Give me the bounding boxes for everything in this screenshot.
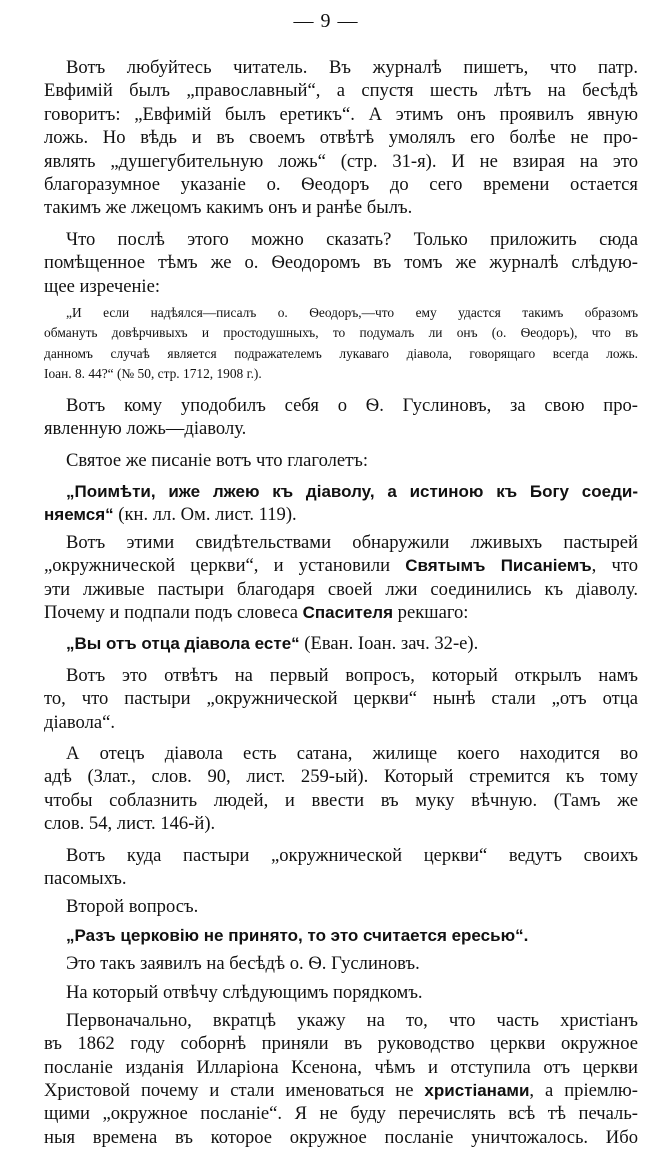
paragraph-14: На который отвѣчу слѣдующимъ порядкомъ. — [66, 981, 423, 1003]
paragraph-12 — [44, 924, 638, 947]
paragraph-10 — [44, 844, 638, 891]
emphasis: Спасителя — [302, 603, 394, 623]
text-line — [44, 601, 638, 624]
text-run: , что — [591, 555, 638, 577]
scripture-quote: няемся“ — [44, 505, 114, 525]
citation: (Еван. Іоан. зач. 32-е). — [299, 633, 479, 655]
paragraph-6 — [44, 531, 638, 625]
text-line: явленную ложь—діаволу. — [44, 418, 247, 440]
text-line: въ 1862 году соборнѣ приняли въ руководство церкви окружное — [44, 1033, 638, 1055]
scripture-quote: „Поимѣти, иже лжею къ діаволу, а истиною къ Богу соеди- — [66, 482, 638, 502]
text-line: А отецъ діавола есть сатана, жилище коего находится во — [66, 742, 638, 764]
section-heading: „Разъ церковію не принято, то это считается ересью“. — [66, 925, 529, 945]
paragraph-1 — [44, 56, 638, 220]
page-number: — 9 — — [293, 10, 359, 32]
text-line: щее изреченіе: — [44, 275, 160, 297]
paragraph-7 — [44, 632, 638, 655]
text-line: Что послѣ этого можно сказать? Только приложить сюда — [66, 228, 638, 250]
paragraph-11: Второй вопросъ. — [66, 896, 199, 918]
citation: (кн. лл. Ом. лист. 119). — [113, 504, 297, 526]
text-line: говоритъ: „Евфимій былъ еретикъ“. А этимъ онъ проявилъ явную — [44, 103, 638, 125]
text-line: діавола“. — [44, 711, 116, 733]
text-run: , а пріемлю- — [529, 1080, 638, 1102]
text-line: являть „душегубительную ложь“ (стр. 31-я). И не взирая на это — [44, 150, 638, 172]
text-line: Вотъ любуйтесь читатель. Въ журналѣ пишетъ, что патр. — [66, 57, 638, 78]
paragraph-15 — [44, 1009, 638, 1149]
paragraph-9 — [44, 742, 638, 836]
text-run: „окружнической церкви“, и установили — [44, 555, 406, 577]
quote-line: данномъ случаѣ является подражателемъ лукаваго діавола, говорящаго всегда ложь. — [44, 345, 638, 361]
text-line: Вотъ это отвѣтъ на первый вопросъ, который открылъ намъ — [66, 664, 638, 686]
text-line: Первоначально, вкратцѣ укажу на то, что часть христіанъ — [66, 1009, 638, 1031]
text-line: помѣщенное тѣмъ же о. Ѳеодоромъ въ томъ же журналѣ слѣдую- — [44, 252, 638, 274]
paragraph-5 — [44, 480, 638, 527]
text-run: рекшаго: — [393, 602, 469, 624]
text-run: Почему и подпали подъ словеса — [44, 602, 303, 624]
text-line — [44, 480, 638, 503]
quote-line: Іоан. 8. 44?“ (№ 50, стр. 1712, 1908 г.). — [44, 366, 262, 382]
body-text — [44, 56, 638, 1149]
text-line: пасомыхъ. — [44, 867, 127, 889]
text-line — [44, 554, 638, 577]
text-line: чтобы соблазнить людей, и ввести въ муку вѣчную. (Тамъ же — [44, 789, 638, 811]
text-line: слов. 54, лист. 146-й). — [44, 813, 216, 835]
text-line: ложь. Но вѣдь и въ своемъ отвѣтѣ умолялъ его болѣе не про- — [44, 127, 638, 149]
text-run: Христовой почему и стали именоваться не — [44, 1080, 425, 1102]
paragraph-4: Святое же писаніе вотъ что глаголетъ: — [66, 449, 369, 471]
scripture-quote: „Вы отъ отца діавола есте“ — [66, 634, 300, 654]
quote-line: „И если надѣялся—писалъ о. Ѳеодоръ,—что ему удастся такимъ образомъ — [66, 304, 638, 320]
text-line: Вотъ кому уподобилъ себя о Ѳ. Гуслиновъ, за свою про- — [66, 394, 638, 416]
text-line — [44, 503, 638, 526]
text-line: благоразумное указаніе о. Ѳеодоръ до сего времени остается — [44, 173, 638, 195]
quote-block — [44, 303, 638, 385]
text-line: такимъ же лжецомъ какимъ онъ и ранѣе былъ. — [44, 197, 413, 219]
text-line: Вотъ этими свидѣтельствами обнаружили лживыхъ пастырей — [66, 531, 638, 553]
text-line: Вотъ куда пастыри „окружнической церкви“ ведутъ своихъ — [66, 844, 638, 866]
text-line: щими „окружное посланіе“. Я не буду перечислять всѣ тѣ печаль- — [44, 1103, 638, 1125]
emphasis: Святымъ Писаніемъ — [405, 556, 592, 576]
emphasis: христіанами — [424, 1081, 530, 1101]
text-line: Евфимій былъ „православный“, а спустя шесть лѣтъ на бесѣдѣ — [44, 80, 638, 102]
text-line — [44, 1079, 638, 1102]
text-line: посланіе изданія Илларіона Ксенона, чѣмъ и отступила отъ церкви — [44, 1056, 638, 1078]
quote-line: обмануть довѣрчивыхъ и простодушныхъ, то подумалъ ли онъ (о. Ѳеодоръ), что въ — [44, 325, 638, 341]
paragraph-13: Это такъ заявилъ на бесѣдѣ о. Ѳ. Гуслиновъ. — [66, 953, 420, 975]
paragraph-3 — [44, 394, 638, 441]
paragraph-8 — [44, 664, 638, 734]
text-line: то, что пастыри „окружнической церкви“ нынѣ стали „отъ отца — [44, 688, 638, 710]
text-line: ныя времена въ которое окружное посланіе уничтожалось. Ибо — [44, 1126, 638, 1148]
paragraph-2 — [44, 228, 638, 298]
text-line: эти лживые пастыри благодаря своей лжи соединились къ діаволу. — [44, 578, 638, 600]
text-line: адѣ (Злат., слов. 90, лист. 259-ый). Который стремится къ тому — [44, 766, 638, 788]
